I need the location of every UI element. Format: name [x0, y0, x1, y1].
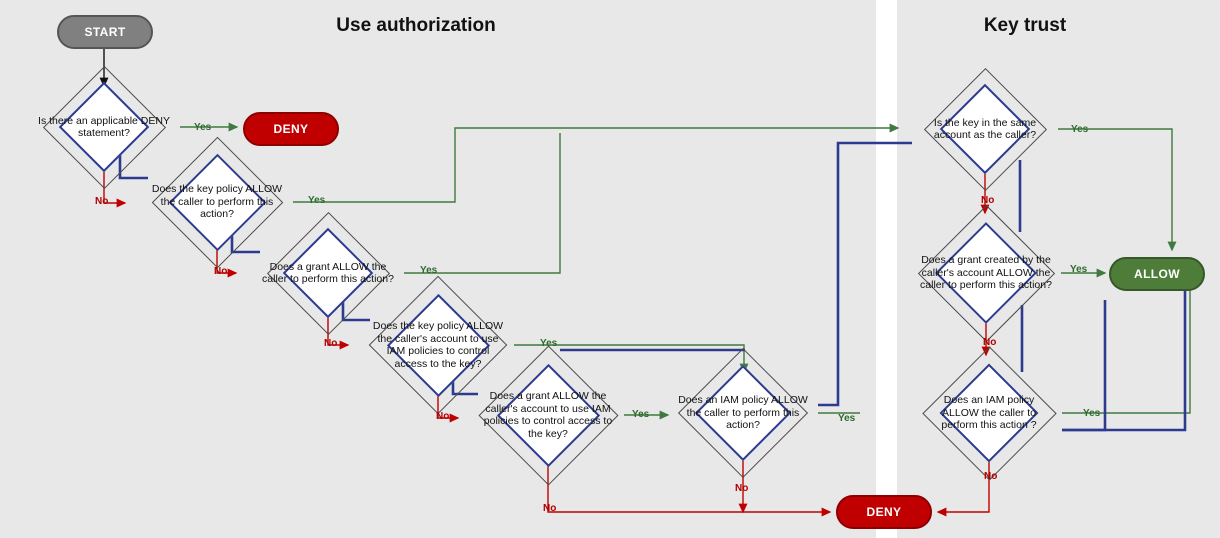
edge-label-yes-key-policy: Yes	[308, 195, 326, 206]
edge-label-yes-iam-policy: Yes	[838, 413, 856, 424]
decision-label-iam-policy-allow-right: Does an IAM policy ALLOW the caller to perform this action ?	[941, 394, 1037, 432]
edge-label-no-applicable-deny: No	[95, 196, 109, 207]
decision-label-key-same-account: Is the key in the same account as the caller?	[933, 116, 1037, 141]
terminal-allow[interactable]: ALLOW	[1109, 257, 1205, 291]
decision-label-iam-policy-allow: Does an IAM policy ALLOW the caller to perform this action?	[678, 394, 808, 432]
edge-label-yes-key-policy-iam: Yes	[540, 338, 558, 349]
terminal-start[interactable]: START	[57, 15, 153, 49]
edge-label-yes-grant-allow: Yes	[420, 265, 438, 276]
edge-label-yes-iam-right: Yes	[1083, 408, 1101, 419]
edge-label-no-grant-allow: No	[324, 338, 338, 349]
section-title-key-trust: Key trust	[983, 15, 1067, 36]
edge-label-no-grant-account: No	[983, 337, 997, 348]
terminal-deny-bottom[interactable]: DENY	[836, 495, 932, 529]
edge-label-yes-grant-iam: Yes	[632, 409, 650, 420]
terminal-deny-top[interactable]: DENY	[243, 112, 339, 146]
decision-label-grant-allow-iam: Does a grant ALLOW the caller's account to use IAM policies to control access to the key?	[483, 390, 613, 440]
edge-label-no-key-same-account: No	[981, 195, 995, 206]
decision-label-key-policy-allow-caller: Does the key policy ALLOW the caller to perform this action?	[151, 183, 283, 221]
edge-label-yes-applicable-deny: Yes	[194, 122, 212, 133]
edge-label-no-key-policy-iam: No	[436, 411, 450, 422]
section-title-use-authorization: Use authorization	[336, 15, 496, 36]
edge-label-no-grant-iam: No	[543, 503, 557, 514]
edge-label-no-iam-right: No	[984, 471, 998, 482]
edge-label-yes-grant-account: Yes	[1070, 264, 1088, 275]
decision-label-applicable-deny: Is there an applicable DENY statement?	[38, 114, 170, 139]
decision-label-grant-allow-caller: Does a grant ALLOW the caller to perform this action?	[262, 260, 394, 285]
edge-label-yes-key-same-account: Yes	[1071, 124, 1089, 135]
edge-label-no-iam-policy: No	[735, 483, 749, 494]
edge-label-no-key-policy: No	[214, 266, 228, 277]
decision-label-key-policy-allow-iam: Does the key policy ALLOW the caller's account to use IAM policies to control access to the key?	[372, 320, 504, 370]
decision-label-grant-account-allow: Does a grant created by the caller's account ALLOW the caller to perform this action?	[920, 254, 1052, 292]
